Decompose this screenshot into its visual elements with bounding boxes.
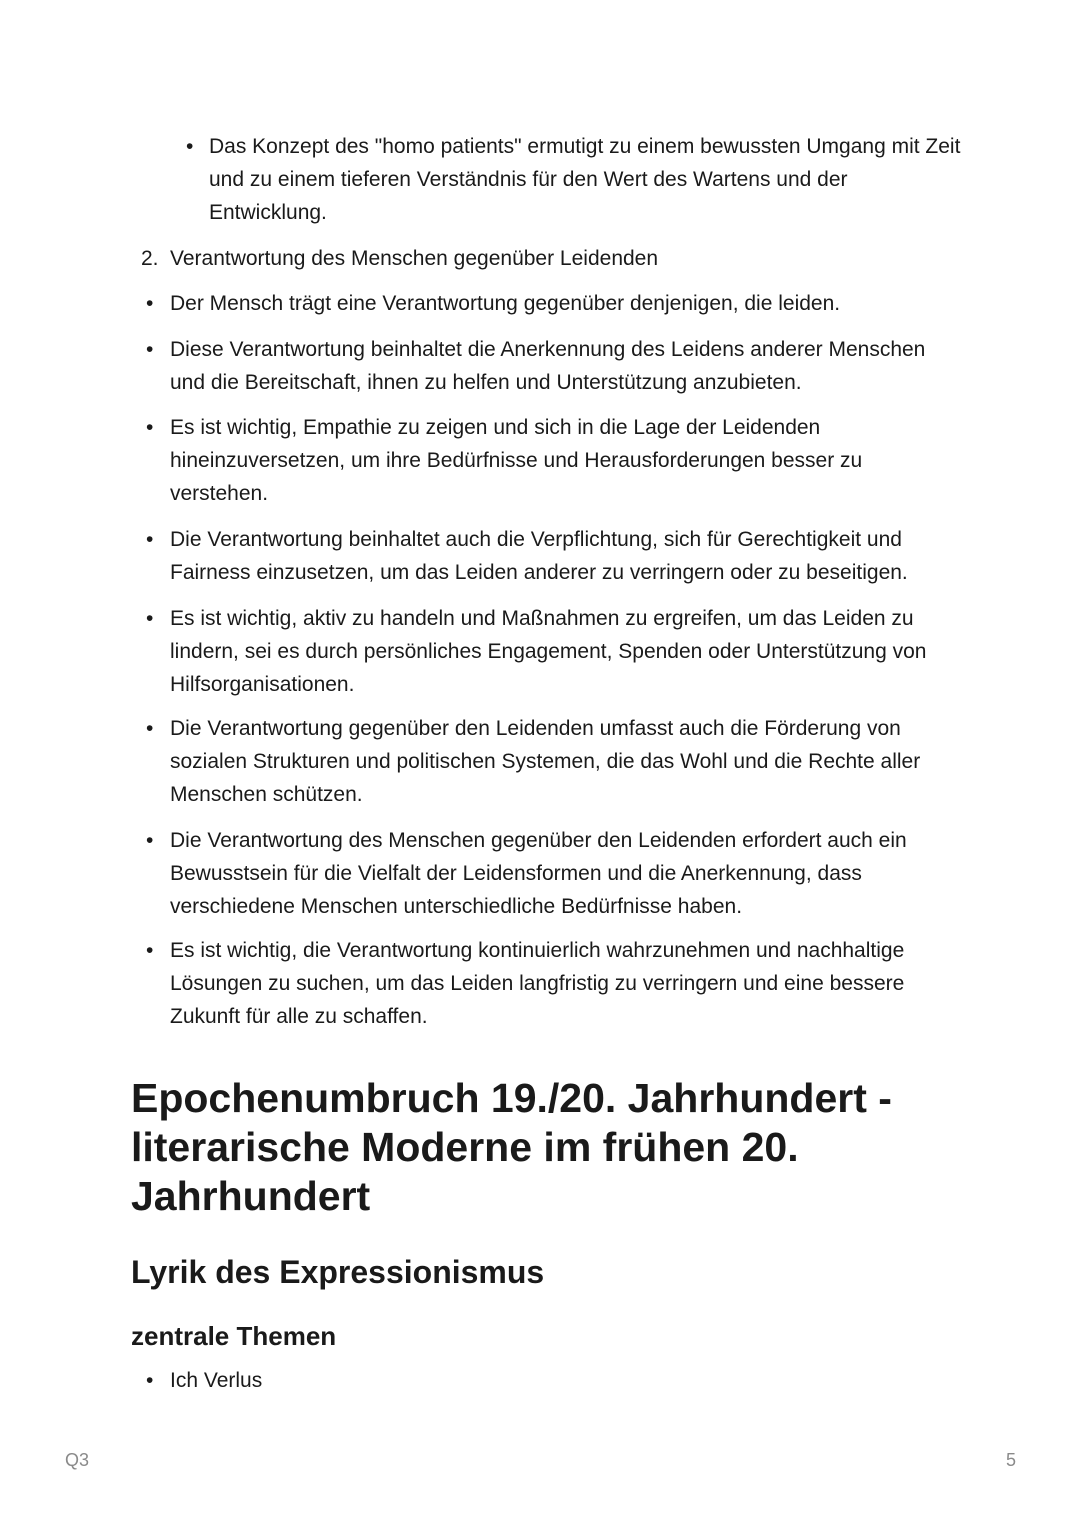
subsection-heading: Lyrik des Expressionismus	[131, 1254, 545, 1290]
bullet-item	[146, 333, 960, 399]
numbered-item-text: Verantwortung des Menschen gegenüber Leidenden	[170, 247, 659, 270]
topic-heading: zentrale Themen	[131, 1321, 337, 1351]
bullet-item	[146, 824, 960, 923]
page-number: 5	[1005, 1450, 1016, 1470]
bullet-dot: •	[146, 717, 154, 740]
bullet-dot: •	[146, 1369, 154, 1392]
bullet-text: Es ist wichtig, aktiv zu handeln und Maßnahmen zu ergreifen, um das Leiden zu lindern, sei es durch persönliches Engagement, Spenden oder Unterstützung von Hilfsorganisationen.	[170, 607, 927, 696]
bullet-text: Der Mensch trägt eine Verantwortung gegenüber denjenigen, die leiden.	[170, 292, 841, 315]
bullet-text: Es ist wichtig, die Verantwortung kontinuierlich wahrzunehmen und nachhaltige Lösungen zu suchen, um das Leiden langfristig zu verringern und eine bessere Zukunft für alle zu schaffen.	[170, 939, 905, 1028]
bullet-dot: •	[146, 607, 154, 630]
bullet-text: Die Verantwortung des Menschen gegenüber den Leidenden erfordert auch ein Bewusstsein für die Vielfalt der Leidensformen und die Anerkennung, dass verschiedene Menschen unterschiedliche Bedürfnisse haben.	[170, 829, 907, 918]
bullet-dot: •	[146, 416, 154, 439]
bullet-item	[146, 287, 960, 320]
bullet-dot: •	[146, 528, 154, 551]
bullet-dot: •	[186, 135, 194, 158]
section-heading: Epochenumbruch 19./20. Jahrhundert - literarische Moderne im frühen 20. Jahrhundert	[131, 1075, 892, 1219]
bullet-text: Es ist wichtig, Empathie zu zeigen und sich in die Lage der Leidenden hineinzuversetzen, um ihre Bedürfnisse und Herausforderungen besser zu verstehen.	[170, 416, 863, 505]
bullet-text: Die Verantwortung beinhaltet auch die Verpflichtung, sich für Gerechtigkeit und Fairness einzusetzen, um das Leiden anderer zu verringern oder zu beseitigen.	[170, 528, 908, 584]
bullet-item	[146, 523, 960, 589]
bullet-item	[146, 411, 960, 510]
bullet-text: Ich Verlus	[170, 1369, 263, 1392]
bullet-dot: •	[146, 939, 154, 962]
bullet-item	[146, 712, 960, 811]
sub-bullet-text: Das Konzept des "homo patients" ermutigt zu einem bewussten Umgang mit Zeit und zu einem tieferen Verständnis für den Wert des Wartens und der Entwicklung.	[209, 135, 961, 224]
bullet-dot: •	[146, 338, 154, 361]
bullet-item	[146, 934, 960, 1033]
sub-bullet-item	[186, 130, 969, 229]
bullet-item	[146, 602, 960, 701]
bullet-dot: •	[146, 829, 154, 852]
footer-label: Q3	[65, 1450, 90, 1470]
list-number: 2.	[141, 247, 159, 270]
bullet-text: Diese Verantwortung beinhaltet die Anerkennung des Leidens anderer Menschen und die Bereitschaft, ihnen zu helfen und Unterstützung anzubieten.	[170, 338, 926, 394]
bullet-dot: •	[146, 292, 154, 315]
numbered-list-item	[141, 242, 961, 275]
bullet-item	[146, 1364, 960, 1397]
bullet-text: Die Verantwortung gegenüber den Leidenden umfasst auch die Förderung von sozialen Strukturen und politischen Systemen, die das Wohl und die Rechte aller Menschen schützen.	[170, 717, 921, 806]
